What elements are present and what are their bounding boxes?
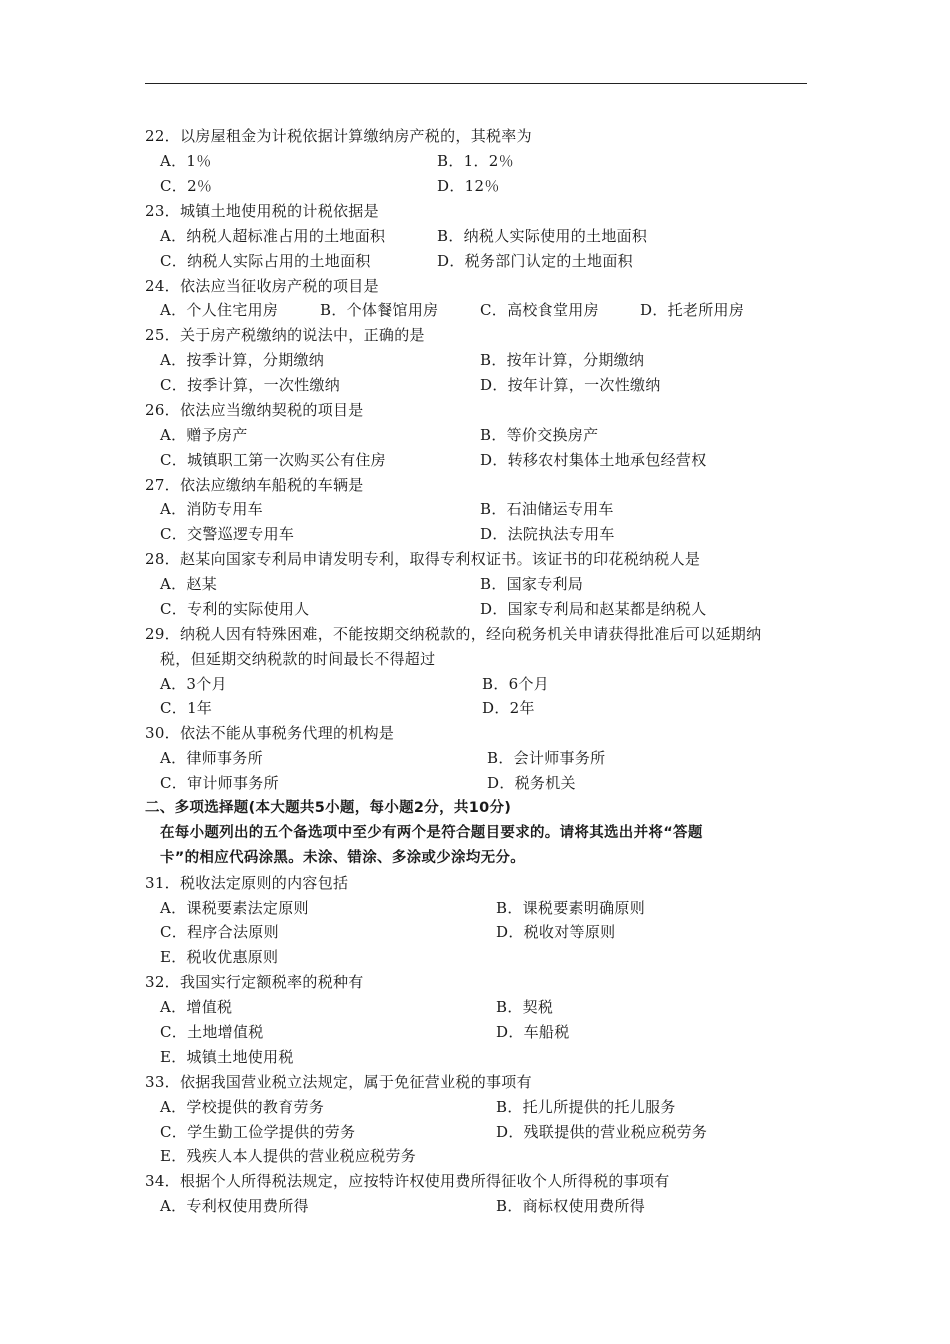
q27-option-c: C．交警巡逻专用车 [160, 525, 295, 543]
q33-option-d: D．残联提供的营业税应税劳务 [496, 1123, 708, 1141]
q33-option-b: B．托儿所提供的托儿服务 [496, 1098, 676, 1116]
q28-option-b: B．国家专利局 [480, 575, 584, 593]
q31-option-c: C．程序合法原则 [160, 923, 279, 941]
q25-option-b: B．按年计算，分期缴纳 [480, 351, 645, 369]
question-26-stem: 26．依法应当缴纳契税的项目是 [145, 401, 364, 419]
q22-option-c: C．2％ [160, 177, 213, 195]
q23-option-a: A．纳税人超标准占用的土地面积 [160, 227, 386, 245]
q31-option-a: A．课税要素法定原则 [160, 899, 309, 917]
q27-option-b: B．石油储运专用车 [480, 500, 614, 518]
q25-option-a: A．按季计算，分期缴纳 [160, 351, 325, 369]
q28-option-d: D．国家专利局和赵某都是纳税人 [480, 600, 707, 618]
q31-option-e: E．税收优惠原则 [160, 948, 279, 966]
q23-option-c: C．纳税人实际占用的土地面积 [160, 252, 371, 270]
question-25-stem: 25．关于房产税缴纳的说法中，正确的是 [145, 326, 425, 344]
q27-option-d: D．法院执法专用车 [480, 525, 615, 543]
section-2-instructions-line1: 在每小题列出的五个备选项中至少有两个是符合题目要求的。请将其选出并将“答题 [160, 825, 703, 841]
q34-option-b: B．商标权使用费所得 [496, 1197, 646, 1215]
q31-option-b: B．课税要素明确原则 [496, 899, 646, 917]
q32-option-e: E．城镇土地使用税 [160, 1048, 294, 1066]
q32-option-a: A．增值税 [160, 998, 233, 1016]
q29-option-d: D．2年 [482, 699, 535, 717]
q23-option-b: B．纳税人实际使用的土地面积 [437, 227, 648, 245]
question-28-stem: 28．赵某向国家专利局申请发明专利，取得专利权证书。该证书的印花税纳税人是 [145, 550, 701, 568]
header-rule [145, 83, 807, 84]
q25-option-d: D．按年计算，一次性缴纳 [480, 376, 661, 394]
q23-option-d: D．税务部门认定的土地面积 [437, 252, 633, 270]
q29-option-c: C．1年 [160, 699, 213, 717]
q26-option-d: D．转移农村集体土地承包经营权 [480, 451, 707, 469]
question-31-stem: 31．税收法定原则的内容包括 [145, 874, 349, 892]
q29-option-a: A．3个月 [160, 675, 227, 693]
q26-option-a: A．赠予房产 [160, 426, 248, 444]
question-22-stem: 22．以房屋租金为计税依据计算缴纳房产税的，其税率为 [145, 127, 532, 145]
section-2-title: 二、多项选择题(本大题共5小题，每小题2分，共10分) [145, 800, 512, 816]
q32-option-d: D．车船税 [496, 1023, 570, 1041]
q24-option-c: C．高校食堂用房 [480, 301, 599, 319]
q22-option-d: D．12％ [437, 177, 500, 195]
q27-option-a: A．消防专用车 [160, 500, 263, 518]
question-29-stem: 29．纳税人因有特殊困难，不能按期交纳税款的，经向税务机关申请获得批准后可以延期纳 [145, 625, 762, 643]
question-27-stem: 27．依法应缴纳车船税的车辆是 [145, 476, 364, 494]
q24-option-b: B．个体餐馆用房 [320, 301, 439, 319]
question-23-stem: 23．城镇土地使用税的计税依据是 [145, 202, 379, 220]
q33-option-a: A．学校提供的教育劳务 [160, 1098, 325, 1116]
q33-option-c: C．学生勤工俭学提供的劳务 [160, 1123, 356, 1141]
question-30-stem: 30．依法不能从事税务代理的机构是 [145, 724, 395, 742]
q30-option-d: D．税务机关 [487, 774, 576, 792]
section-2-instructions-line2: 卡”的相应代码涂黑。未涂、错涂、多涂或少涂均无分。 [160, 850, 526, 866]
q30-option-b: B．会计师事务所 [487, 749, 606, 767]
q24-option-a: A．个人住宅用房 [160, 301, 279, 319]
q24-option-d: D．托老所用房 [640, 301, 745, 319]
q28-option-a: A．赵某 [160, 575, 218, 593]
q29-option-b: B．6个月 [482, 675, 550, 693]
question-29-stem-cont: 税，但延期交纳税款的时间最长不得超过 [160, 650, 436, 668]
q28-option-c: C．专利的实际使用人 [160, 600, 310, 618]
q25-option-c: C．按季计算，一次性缴纳 [160, 376, 341, 394]
question-32-stem: 32．我国实行定额税率的税种有 [145, 973, 364, 991]
question-24-stem: 24．依法应当征收房产税的项目是 [145, 277, 379, 295]
q34-option-a: A．专利权使用费所得 [160, 1197, 309, 1215]
q26-option-b: B．等价交换房产 [480, 426, 599, 444]
question-34-stem: 34．根据个人所得税法规定，应按特许权使用费所得征收个人所得税的事项有 [145, 1172, 670, 1190]
q30-option-a: A．律师事务所 [160, 749, 263, 767]
q31-option-d: D．税收对等原则 [496, 923, 616, 941]
q22-option-a: A．1％ [160, 152, 212, 170]
question-33-stem: 33．依据我国营业税立法规定，属于免征营业税的事项有 [145, 1073, 532, 1091]
q26-option-c: C．城镇职工第一次购买公有住房 [160, 451, 386, 469]
q33-option-e: E．残疾人本人提供的营业税应税劳务 [160, 1147, 417, 1165]
q32-option-c: C．土地增值税 [160, 1023, 264, 1041]
q32-option-b: B．契税 [496, 998, 554, 1016]
q30-option-c: C．审计师事务所 [160, 774, 279, 792]
q22-option-b: B．1．2％ [437, 152, 514, 170]
